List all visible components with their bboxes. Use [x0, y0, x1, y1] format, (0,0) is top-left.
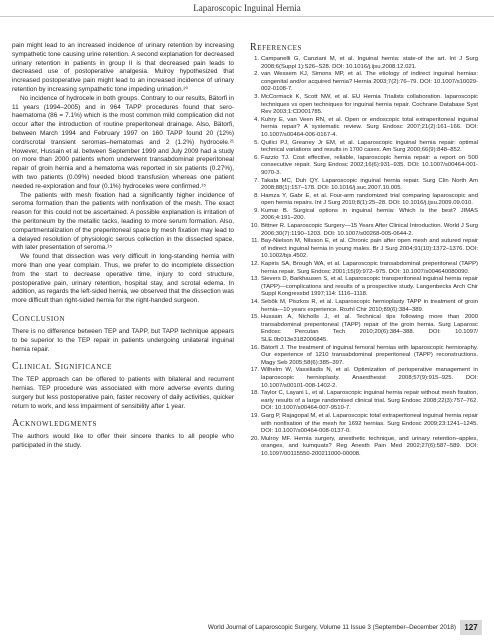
right-column [250, 42, 478, 458]
reference-item [250, 261, 478, 276]
conclusion-text: There is no difference between TEP and TAPP, but TAPP technique appears to be superior to the TEP repair in patients undergoing unilateral inguinal hernia repair. [12, 327, 234, 353]
reference-item [250, 436, 478, 459]
reference-number: 14. [250, 299, 259, 305]
reference-list [250, 56, 478, 458]
paragraph: The patients with mesh fixation had a significantly higher incidence of seroma formation than the patients with nonfixation of the mesh. The exact reason for this could not be ascertained. A possible explanation is irritation of the peritoneum by the metallic tacks, leading to more serum formation. Also, compartmentalization of the preperitoneal space by mesh fixation may lead to a delayed resolution of physiologic serous collection in the dissected space, with later presentation of seroma.¹⁵ [12, 191, 234, 252]
reference-text: Garg P, Rajagopal M, et al. Laparoscopic total extraperitoneal inguinal hernia repair with nonfixation of the mesh for 1692 hernias. Surg Endosc 2009;23:1241–1245. DOI: 10.1007/s00464-008-0137-0. [261, 412, 478, 435]
reference-number: 17. [250, 367, 259, 374]
acknowledgments-heading: Acknowledgments [12, 418, 98, 430]
left-column [12, 42, 234, 451]
references-heading: References [250, 42, 302, 53]
clinical-significance-heading: Clinical Significance [12, 361, 113, 373]
reference-item [250, 155, 478, 178]
reference-item [250, 276, 478, 299]
clinical-significance-text: The TEP approach can be offered to patients with bilateral and recurrent hernias. TEP procedure was associated with more adverse events during surgery but less postoperative pain, faster recovery of daily activities, quicker return to work, and less impairment of sensibility after 1 year. [12, 376, 234, 410]
reference-text: Hussain A, Nicholls J, et al. Technical tips following more than 2000 transabdominal preperitoneal (TAPP) repair of the groin hernia. Surg Laparosc Endosc Percutan Tech 2010;20(6):384–388. DOI: 10.1097/ SLE.0b013e3182006845. [261, 314, 478, 343]
reference-number: 11. [251, 238, 259, 245]
reference-text: Bittner R. Laparoscopic Surgery—15 Years After Clinical Introduction. World J Surg 2006;30(7):1190–1203. DOI: 10.1007/s00268-005-0644-2. [261, 223, 478, 237]
reference-item [250, 193, 478, 208]
reference-item [250, 413, 478, 436]
reference-number: 8. [254, 192, 259, 199]
reference-number: 9. [254, 207, 259, 214]
reference-number: 2. [254, 71, 259, 78]
reference-text: Bátorfi J. The treatment of inguinal femoral hernias with laparoscopic hernioraphy. Our experience of 1210 transabdominal preperitoneal (TAPP) reconstructions. Magy Seb 2005;58(6):385–397. [261, 344, 478, 366]
acknowledgments-text: The authors would like to offer their sincere thanks to all people who participated in the study. [12, 433, 234, 450]
reference-number: 19. [250, 412, 259, 419]
reference-number: 13. [250, 276, 259, 283]
reference-number: 18. [250, 390, 259, 397]
reference-number: 3. [254, 93, 259, 100]
reference-text: Kumar B. Surgical options in inguinal hernia: Which is the best? JIMAS 2006;4:191–200. [261, 207, 478, 222]
reference-number: 4. [254, 116, 259, 123]
reference-number: 16. [250, 344, 259, 351]
paragraph: We found that dissection was very difficult in long-standing hernia with more than one year complain. Thus, we prefer to do incomplete dissection from the start to decrease operative time, injury to cord structure, postoperative pain, urinary retention, hospital stay, and scrotal edema. In addition, as regards the left-sided hernia, we observed that the dissection was more difficult than right-sided hernia for the right-handed surgeon. [12, 253, 234, 305]
reference-number: 6. [254, 154, 259, 161]
reference-item [250, 314, 478, 344]
reference-text: Mulroy MF. Hernia surgery, anesthetic technique, and urinary retention–apples, oranges, and kumquats? Reg Anesth Pain Med 2002;27(6):587–589. DOI: 10.1097/00115550-200211000-00008. [261, 435, 478, 457]
paragraph: No incidence of hydrocele in both groups. Contrary to our results, Bätorfi in 11 years (1994–2005) and in 964 TAPP procedures found that sero-haematoma (86 = 7.1%) which is the most common mild complication did not occur after the introduction of routine preperitoneal drainage. Also, Bätorfi, between March 1994 and February 1997 on 160 TAPP found 20 (12%) cord/scrotal transient seromas–hematomas and 2 (1.2%) hydrocele.²¹ However, Hussain et al. between September 1999 and July 2009 had a study on more than 2000 patients whom underwent transabdominal preperitoneal repair of groin hernia and a hematoma was reported in six patients (0.27%), with two patients (0.09%) needed blood transfusion whereas one patient needed re-exploration and four (0.1%) hydroceles were confirmed.¹⁵ [12, 94, 234, 190]
reference-text: Kuhry E, van Veen RN, et al. Open or endoscopic total extraperitoneal inguinal hernia repair? A systematic review. Surg Endosc 2007;21(2):161–166. DOI: 10.1007/s00464-006-0167-4. [261, 116, 478, 138]
reference-item [250, 71, 478, 94]
reference-text: Sievers D, Barkhausen S, et al. Laparoscopic transperitoneal inguinal hernia repair (TAPP)—complications and results of a prospective study. Langenbecks Arch Chir Suppl Kongressbd 1997;114: 1116–1118. [261, 276, 478, 298]
reference-number: 7. [254, 177, 259, 184]
reference-item [250, 56, 478, 71]
reference-number: 15. [250, 314, 259, 321]
reference-item [250, 367, 478, 390]
reference-text: Sebõk M, Piszkos R, et al. Laparoscopic hernioplasty TAPP in treatment of groin hernia—10 years experience. Rozhl Chir 2010;89(6):384–389. [261, 299, 478, 313]
reference-item [250, 140, 478, 155]
reference-text: Fazzio TJ. Cost effective, reliable, laparoscopic hernia repair: a report on 500 consecutive repair. Surg Endosc 2002;16(6):931–935. DOI: 10.1007/s00464-001-9070-3. [261, 154, 478, 176]
reference-item [250, 345, 478, 368]
reference-item [250, 178, 478, 193]
conclusion-heading: Conclusion [12, 312, 66, 324]
reference-text: Bay-Nielson M, Nilsson E, et al. Chronic pain after open mesh and sutured repair of indirect inguinal hernia in young males. Br J Surg 2004;91(10):1372–1376. DOI: 10.1002/bjs.4502. [261, 238, 478, 260]
paragraph: pain might lead to an increased incidence of urinary retention by increasing sympathetic tone causing urine retention. A second explanation for decreased urinary retention in patients in group II is that decreased pain leads to decreased use of postoperative analgesia. Mulroy hypothesized that increased postoperative pain might lead to an increased incidence of urinary retention by increasing sympathetic tone impeding urination.²⁰ [12, 42, 234, 93]
reference-item [250, 94, 478, 117]
reference-text: Hamza Y, Gabr E, et al. Four-arm randomized trial comparing laparoscopic and open hernia repairs. Int J Surg 2010;8(1):25–28. DOI: 10.1016/j.ijsu.2009.09.010. [261, 192, 478, 207]
reference-number: 1. [254, 56, 259, 62]
reference-item [250, 299, 478, 314]
reference-text: van Wessem KJ, Simons MP, et al. The etiology of indirect inguinal hernias: congenital and/or acquired hernia? Hernia 2003;7(2):76–79. DOI: 10.1007/s10029-002-0108-7. [261, 71, 478, 93]
reference-number: 5. [254, 139, 259, 146]
reference-item [250, 117, 478, 140]
page-number: 127 [460, 620, 482, 635]
reference-text: McCormack K, Scott NW, et al. EU Hernia Trialists collaboration. laparoscopic techniques vs open techniques for inguinal hernia repair. Cochrane Database Syst Rev 2003;1:CD001785. [261, 93, 478, 116]
reference-item [250, 238, 478, 261]
reference-text: Takata MC, Duh QY. Laparoscopic inguinal hernia repair. Surg Clin North Am 2008;88(1):157–178. DOI: 10.1016/j.suc.2007.10.005. [261, 177, 478, 192]
reference-item [250, 390, 478, 413]
header-divider [0, 16, 494, 17]
reference-text: Quilici PJ, Greaney Jr EM, et al. Laparoscopic inguinal hernia repair: optimal technical variations and results in 1700 cases. Am Surg 2000;66(9):848–852. [261, 139, 478, 154]
reference-item [250, 223, 478, 238]
reference-text: Taylor C, Layani L, et al. Laparoscopic inguinal hernia repair without mesh fixation, early results of a large randomised clinical trial. Surg Endosc 2008;22(3):757–762. DOI: 10.1007/s00464-007-9510-7. [261, 390, 478, 412]
reference-number: 12. [250, 261, 259, 268]
reference-text: Kapiris SA, Brough WA, et al. Laparoscopic transabdominal preperitoneal (TAPP) hernia repair. Surg Endosc 2001;15(9):972–975. DOI: 10.1007/s004640080090. [261, 261, 478, 275]
reference-text: Campanelli G, Canziani M, et al. Inguinal hernia: state-of the art. Int J Surg 2008;6(Suppl 1):S26–S28. DOI: 10.1016/j.ijsu.2008.12.021. [261, 56, 478, 70]
reference-number: 20. [250, 435, 259, 442]
footer-journal: World Journal of Laparoscopic Surgery, Volume 11 Issue 3 (September–December 2018) [207, 624, 456, 631]
reference-number: 10. [250, 223, 259, 230]
reference-text: Wilhelm W, Vassiliadis N, et al. Optimization of perioperative management in laparoscopic hernioplasty. Anaesthesist 2008;57(9):915–925. DOI: 10.1007/s00101-008-1402-2. [261, 367, 478, 389]
reference-item [250, 208, 478, 223]
running-header: Laparoscopic Inguinal Hernia [193, 3, 301, 13]
